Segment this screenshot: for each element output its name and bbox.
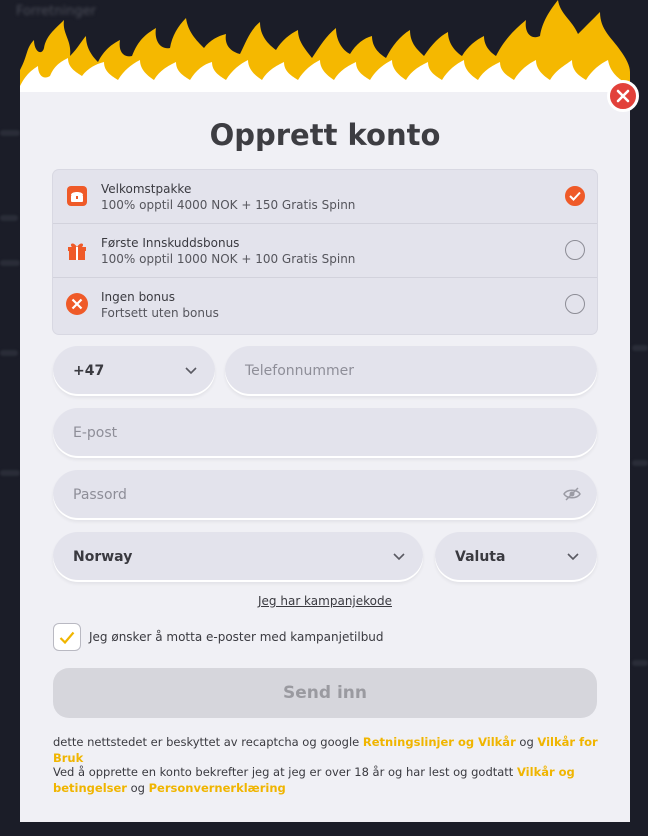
conjunction: og (130, 781, 145, 795)
country-value: Norway (73, 549, 133, 565)
password-placeholder: Passord (73, 487, 127, 503)
currency-select[interactable] (435, 532, 597, 582)
bonus-option-first-deposit[interactable] (53, 224, 597, 278)
gift-icon (65, 238, 89, 262)
promo-code-link[interactable]: Jeg har kampanjekode (258, 594, 392, 608)
background-line (0, 260, 20, 266)
checkmark-icon (59, 631, 75, 644)
phone-placeholder: Telefonnummer (245, 363, 355, 379)
phone-input[interactable] (225, 346, 597, 396)
submit-button[interactable]: Send inn (53, 668, 597, 718)
background-line (0, 130, 20, 136)
background-line (632, 660, 648, 666)
bonus-options (53, 170, 597, 334)
background-line (0, 470, 20, 476)
password-input[interactable] (53, 470, 597, 520)
close-icon (616, 89, 630, 103)
no-bonus-icon (65, 292, 89, 316)
background-line (0, 350, 18, 356)
radio-unselected[interactable] (565, 294, 585, 314)
treasure-chest-icon (65, 184, 89, 208)
close-button[interactable] (607, 80, 639, 112)
privacy-terms-link[interactable]: Retningslinjer og Vilkår (362, 735, 516, 749)
newsletter-label: Jeg ønsker å motta e-poster med kampanjetilbud (89, 630, 384, 644)
registration-modal (20, 92, 630, 822)
checkmark-icon (569, 191, 581, 201)
background-line (632, 460, 648, 466)
recaptcha-notice (53, 734, 603, 766)
bonus-subtitle: 100% opptil 4000 NOK + 150 Gratis Spinn (101, 198, 356, 212)
consent-notice (53, 764, 603, 796)
bonus-option-no-bonus[interactable] (53, 278, 597, 332)
bonus-subtitle: Fortsett uten bonus (101, 306, 219, 320)
background-heading: Forretninger (16, 4, 96, 19)
newsletter-checkbox[interactable] (53, 623, 81, 651)
terms-of-use-link[interactable]: Vilkår for Bruk (53, 735, 598, 765)
bonus-title: Første Innskuddsbonus (101, 236, 240, 250)
country-select[interactable] (53, 532, 423, 582)
currency-value: Valuta (455, 549, 506, 565)
privacy-policy-link[interactable]: Personvernerklæring (148, 781, 286, 795)
bonus-subtitle: 100% opptil 1000 NOK + 100 Gratis Spinn (101, 252, 356, 266)
bonus-title: Ingen bonus (101, 290, 175, 304)
eye-hidden-icon[interactable] (563, 486, 581, 505)
chevron-down-icon (567, 553, 579, 561)
bonus-title: Velkomstpakke (101, 182, 192, 196)
conjunction: og (519, 735, 534, 749)
background-line (632, 345, 648, 351)
modal-title: Opprett konto (209, 118, 441, 152)
email-input[interactable] (53, 408, 597, 458)
recaptcha-text: dette nettstedet er beskyttet av recaptcha og google (53, 735, 360, 749)
radio-unselected[interactable] (565, 240, 585, 260)
consent-text: Ved å opprette en konto bekrefter jeg at jeg er over 18 år og har lest og godtatt (53, 765, 514, 779)
chevron-down-icon (393, 553, 405, 561)
background-line (0, 215, 18, 221)
bonus-option-welcome-package[interactable] (53, 170, 597, 224)
country-code-value: +47 (73, 363, 105, 379)
country-code-select[interactable] (53, 346, 215, 396)
chevron-down-icon (185, 367, 197, 375)
email-placeholder: E-post (73, 425, 118, 441)
radio-selected[interactable] (565, 186, 585, 206)
terms-conditions-link[interactable]: Vilkår og betingelser (53, 765, 575, 795)
